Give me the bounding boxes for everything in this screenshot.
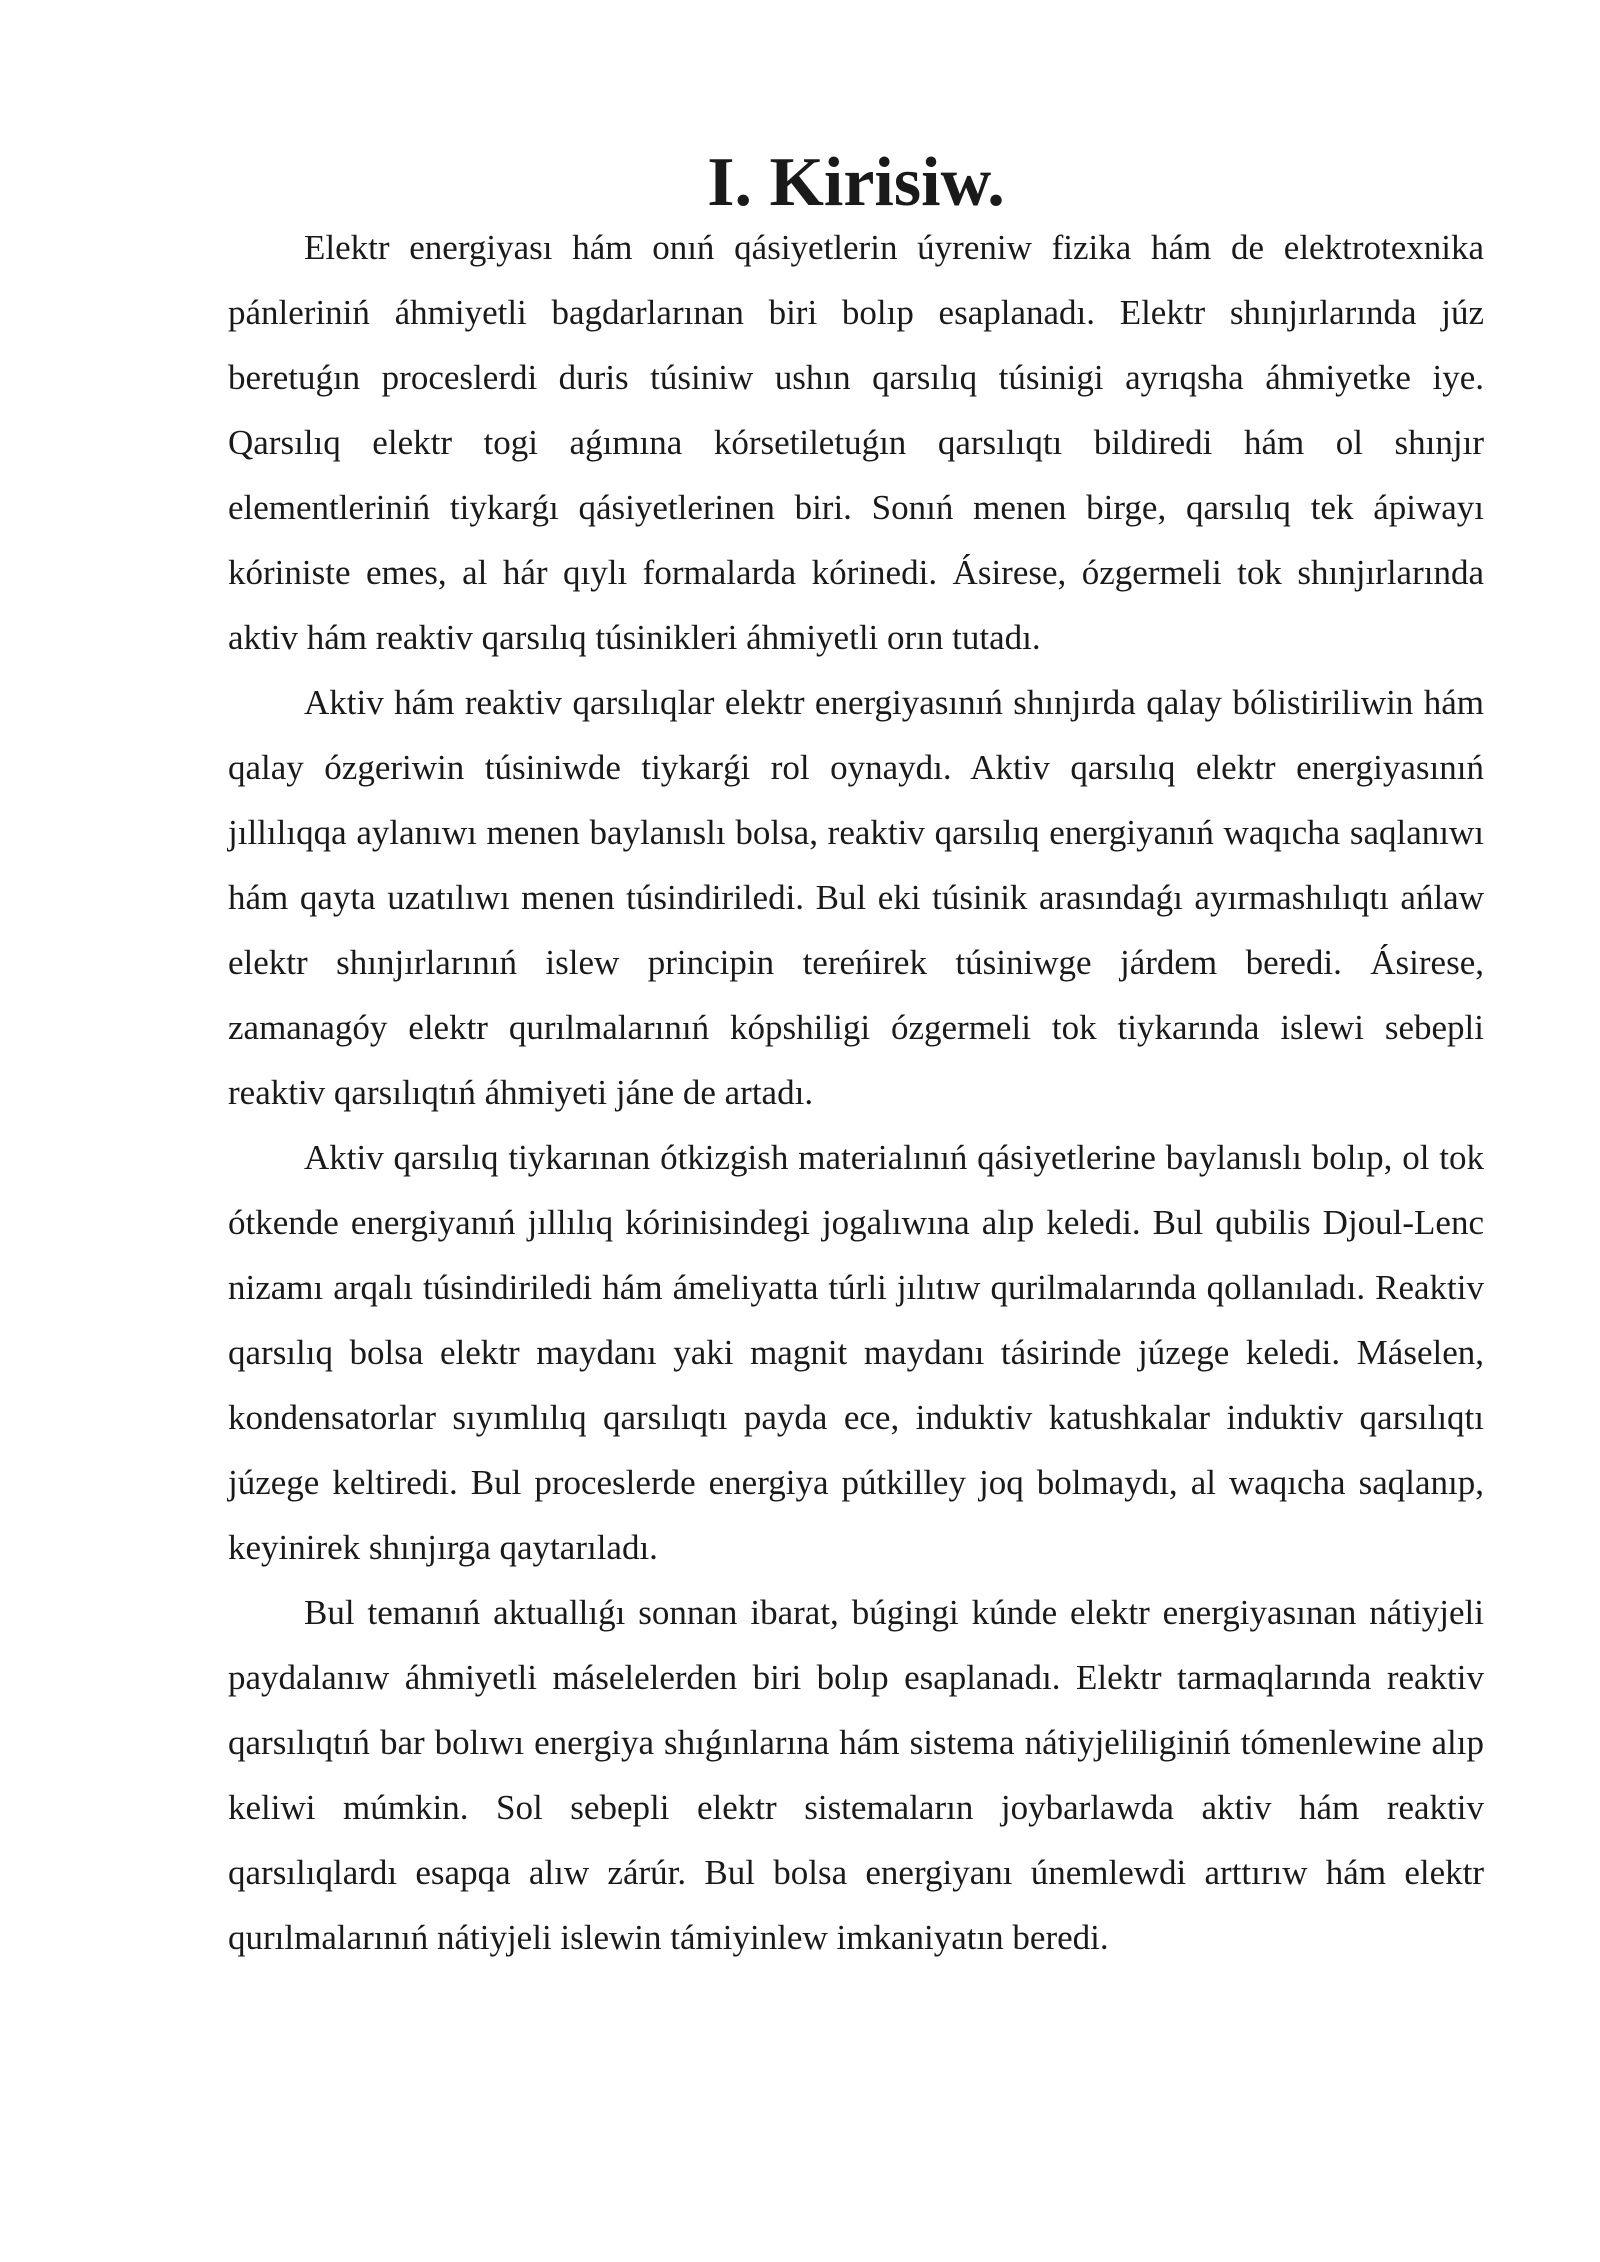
paragraph-2: Aktiv hám reaktiv qarsılıqlar elektr energiyasınıń shınjırda qalay bólistiriliwin hám qalay ózgeriwin túsiniwde tiykarǵi rol oynaydı. Aktiv qarsılıq elektr energiyasınıń jıllılıqqa aylanıwı menen baylanıslı bolsa, reaktiv qarsılıq energiyanıń waqıcha saqlanıwı hám qayta uzatılıwı menen túsindiriledi. Bul eki túsinik arasındaǵı ayırmashılıqtı ańlaw elektr shınjırlarınıń islew principin tereńirek túsiniwge járdem beredi. Ásirese, zamanagóy elektr qurılmalarınıń kópshiligi ózgermeli tok tiykarında islewi sebepli reaktiv qarsılıqtıń áhmiyeti jáne de artadı.: [228, 683, 1484, 1112]
document-body: [228, 144, 1484, 1970]
paragraph-1: Elektr energiyası hám onıń qásiyetlerin úyreniw fizika hám de elektrotexnika pánleriniń áhmiyetli bagdarlarınan biri bolıp esaplanadı. Elektr shınjırlarında júz beretuǵın proceslerdi duris túsiniw ushın qarsılıq túsinigi ayrıqsha áhmiyetke iye. Qarsılıq elektr togi aǵımına kórsetiletuǵın qarsılıqtı bildiredi hám ol shınjır elementleriniń tiykarǵı qásiyetlerinen biri. Sonıń menen birge, qarsılıq tek ápiwayı kóriniste emes, al hár qıylı formalarda kórinedi. Ásirese, ózgermeli tok shınjırlarında aktiv hám reaktiv qarsılıq túsinikleri áhmiyetli orın tutadı.: [228, 228, 1484, 657]
section-heading: I. Kirisiw.: [707, 144, 1005, 221]
paragraph-3: Aktiv qarsılıq tiykarınan ótkizgish materialınıń qásiyetlerine baylanıslı bolıp, ol tok ótkende energiyanıń jıllılıq kórinisindegi jogalıwına alıp keledi. Bul qubilis Djoul-Lenc nizamı arqalı túsindiriledi hám ámeliyatta túrli jılıtıw qurilmalarında qollanıladı. Reaktiv qarsılıq bolsa elektr maydanı yaki magnit maydanı tásirinde júzege keledi. Máselen, kondensatorlar sıyımlılıq qarsılıqtı payda ece, induktiv katushkalar induktiv qarsılıqtı júzege keltiredi. Bul proceslerde energiya pútkilley joq bolmaydı, al waqıcha saqlanıp, keyinirek shınjırga qaytarıladı.: [228, 1138, 1484, 1567]
paragraph-4: Bul temanıń aktuallıǵı sonnan ibarat, búgingi kúnde elektr energiyasınan nátiyjeli paydalanıw áhmiyetli máselelerden biri bolıp esaplanadı. Elektr tarmaqlarında reaktiv qarsılıqtıń bar bolıwı energiya shıǵınlarına hám sistema nátiyjeliliginiń tómenlewine alıp keliwi múmkin. Sol sebepli elektr sistemaların joybarlawda aktiv hám reaktiv qarsılıqlardı esapqa alıw zárúr. Bul bolsa energiyanı únemlewdi arttırıw hám elektr qurılmalarınıń nátiyjeli islewin támiyinlew imkaniyatın beredi.: [228, 1593, 1484, 1957]
